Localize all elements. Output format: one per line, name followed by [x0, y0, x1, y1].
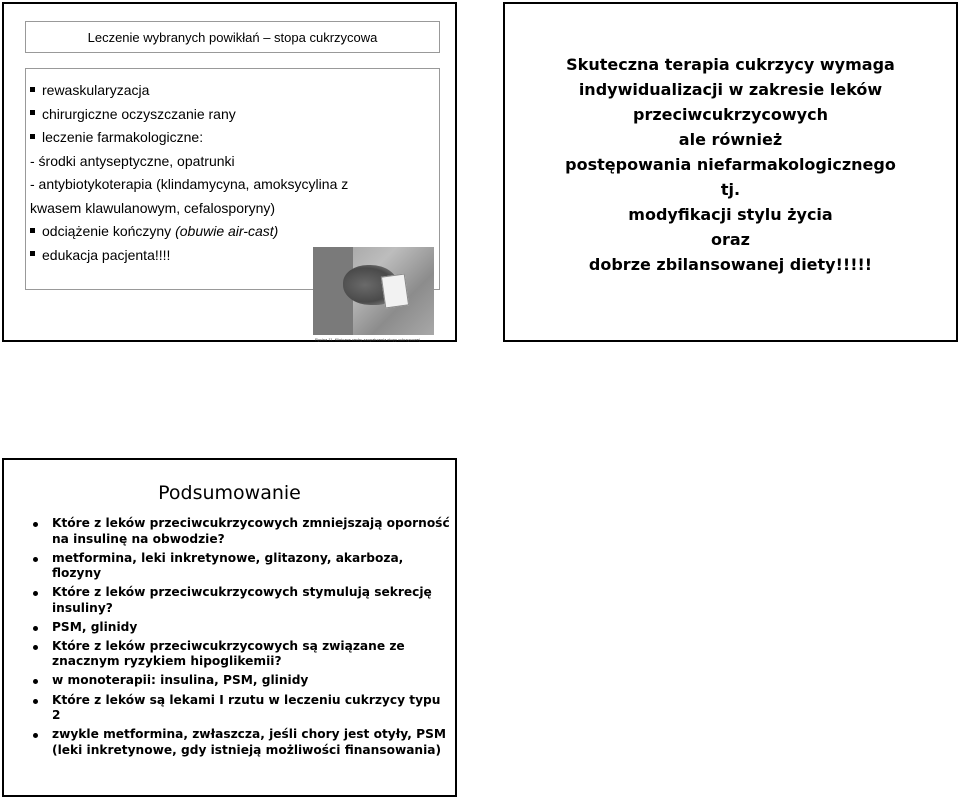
slide2-line: przeciwcukrzycowych [633, 105, 828, 124]
list-item: PSM, glinidy [32, 620, 452, 636]
slide2-line: Skuteczna terapia cukrzycy wymaga [566, 55, 895, 74]
square-bullet-icon [30, 228, 35, 233]
list-item-text: rewaskularyzacja [42, 82, 150, 98]
list-item-text: - środki antyseptyczne, opatrunki [30, 152, 235, 169]
list-item-italic: (obuwie air-cast) [175, 223, 279, 239]
list-item: metformina, leki inkretynowe, glitazony, akarboza, flozyny [32, 551, 452, 582]
slide1-list [26, 69, 439, 267]
square-bullet-icon [30, 251, 35, 256]
slide2-line: modyfikacji stylu życia [628, 205, 833, 224]
list-item-text: edukacja pacjenta!!!! [42, 246, 171, 263]
square-bullet-icon [30, 110, 35, 115]
list-item: Które z leków są lekami I rzutu w leczeniu cukrzycy typu 2 [32, 693, 452, 724]
list-item [30, 220, 439, 244]
list-item-text: - antybiotykoterapia (klindamycyna, amoksycylina z [30, 176, 349, 192]
list-item [30, 126, 439, 150]
slide1-title: Leczenie wybranych powikłań – stopa cukrzycowa [25, 21, 440, 53]
photo-tag [381, 273, 409, 308]
slide2-line: tj. [720, 180, 741, 199]
list-item: Które z leków przeciwcukrzycowych stymulują sekrecję insuliny? [32, 585, 452, 616]
slide3-list [32, 516, 452, 762]
slide2-line: dobrze zbilansowanej diety!!!!! [588, 255, 873, 274]
list-item-text: chirurgiczne oczyszczanie rany [42, 105, 236, 122]
list-item [30, 103, 439, 127]
square-bullet-icon [30, 87, 35, 92]
photo-caption: Rycina 11. Kliniczne cechy zaopatrzenia stopy cukrzycowej [315, 337, 420, 342]
list-item [30, 150, 439, 174]
list-item: Które z leków przeciwcukrzycowych są związane ze znacznym ryzykiem hipoglikemii? [32, 639, 452, 670]
list-item-text: odciążenie kończyny [42, 223, 176, 239]
slide-foot-treatment [2, 2, 457, 342]
foot-photo [313, 247, 434, 335]
list-item: w monoterapii: insulina, PSM, glinidy [32, 673, 452, 689]
slide-summary [2, 458, 457, 797]
list-item: zwykle metformina, zwłaszcza, jeśli chory jest otyły, PSM (leki inkretynowe, gdy istnieją możliwości finansowania) [32, 727, 452, 758]
slide2-text [505, 52, 956, 277]
slide2-line: indywidualizacji w zakresie leków [578, 80, 883, 99]
list-item [30, 197, 439, 221]
square-bullet-icon [30, 134, 35, 139]
slide2-line: ale również [678, 130, 783, 149]
slide2-line: oraz [711, 230, 750, 249]
slide-therapy [503, 2, 958, 342]
list-item [30, 79, 439, 103]
list-item-text: leczenie farmakologiczne: [42, 129, 204, 145]
slide2-line: postępowania niefarmakologicznego [565, 155, 896, 174]
slide3-heading: Podsumowanie [158, 482, 301, 504]
list-item-text: kwasem klawulanowym, cefalosporyny) [30, 199, 276, 216]
list-item: Które z leków przeciwcukrzycowych zmniejszają oporność na insulinę na obwodzie? [32, 516, 452, 547]
list-item [30, 173, 439, 197]
